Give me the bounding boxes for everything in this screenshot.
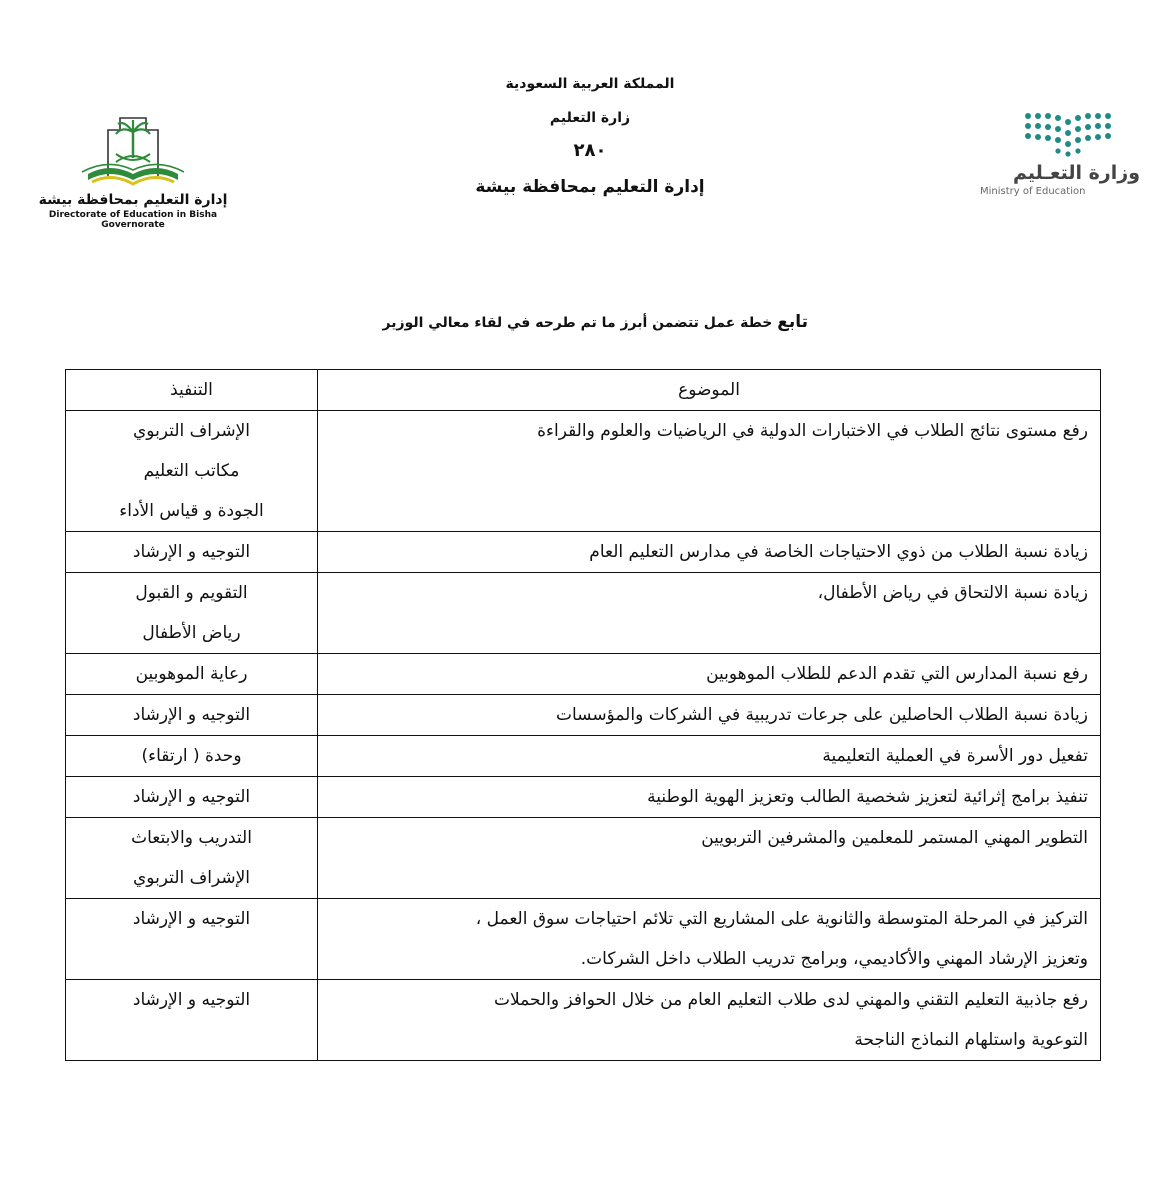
topic-line: زيادة نسبة الطلاب الحاصلين على جرعات تدريبية في الشركات والمؤسسات: [555, 705, 1088, 725]
implementation-line: الجودة و قياس الأداء: [119, 501, 264, 521]
topic-line: رفع جاذبية التعليم التقني والمهني لدى طلاب التعليم العام من خلال الحوافز والحملات: [494, 990, 1088, 1010]
topic-cell: [318, 573, 1101, 654]
plan-subtitle: [300, 312, 808, 332]
table-row: [66, 654, 1101, 695]
implementation-line: الإشراف التربوي: [132, 421, 251, 441]
table-row: [66, 411, 1101, 532]
subtitle-lead: تابع: [777, 312, 808, 332]
ministry-name: زارة التعليم: [549, 110, 631, 126]
topic-header: الموضوع: [318, 370, 1101, 411]
implementation-line: رعاية الموهوبين: [135, 664, 248, 684]
topic-line: رفع نسبة المدارس التي تقدم الدعم للطلاب الموهوبين: [706, 664, 1088, 684]
topic-cell: [318, 695, 1101, 736]
implementation-line: التوجيه و الإرشاد: [132, 542, 251, 562]
table-body: [66, 411, 1101, 1061]
implementation-cell: [66, 777, 318, 818]
implementation-cell: [66, 654, 318, 695]
palm-swords-book-emblem-icon: [78, 108, 188, 190]
implementation-cell: [66, 736, 318, 777]
implementation-cell: [66, 980, 318, 1061]
implementation-line: التوجيه و الإرشاد: [132, 909, 251, 929]
topic-cell: [318, 532, 1101, 573]
implementation-line: التوجيه و الإرشاد: [132, 705, 251, 725]
directorate-name: إدارة التعليم بمحافظة بيشة: [475, 177, 705, 197]
topic-cell: [318, 654, 1101, 695]
topic-line: زيادة نسبة الالتحاق في رياض الأطفال،: [817, 583, 1088, 603]
dot-grid-emblem-icon: [1022, 110, 1118, 158]
table-row: [66, 695, 1101, 736]
bisha-directorate-logo: [28, 108, 238, 230]
document-number: ٢٨٠: [573, 140, 607, 161]
topic-cell: [318, 777, 1101, 818]
implementation-cell: [66, 899, 318, 980]
implementation-cell: [66, 532, 318, 573]
topic-line: التطوير المهني المستمر للمعلمين والمشرفين التربويين: [701, 828, 1088, 848]
topic-line: تفعيل دور الأسرة في العملية التعليمية: [822, 746, 1088, 766]
topic-line: التوعوية واستلهام النماذج الناجحة: [854, 1030, 1088, 1050]
table-row: [66, 818, 1101, 899]
letterhead: [400, 70, 780, 197]
implementation-line: التقويم و القبول: [135, 583, 248, 603]
implementation-line: التدريب والابتعاث: [131, 828, 252, 848]
ministry-of-education-logo: [960, 110, 1140, 197]
bisha-directorate-english-name: Directorate of Education in Bisha Governorate: [48, 210, 218, 230]
implementation-line: التوجيه و الإرشاد: [132, 990, 251, 1010]
topic-line: رفع مستوى نتائج الطلاب في الاختبارات الدولية في الرياضيات والعلوم والقراءة: [537, 421, 1088, 441]
implementation-cell: [66, 695, 318, 736]
table-row: [66, 899, 1101, 980]
topic-line: تنفيذ برامج إثرائية لتعزيز شخصية الطالب وتعزيز الهوية الوطنية: [647, 787, 1088, 807]
table-row: [66, 532, 1101, 573]
topic-line: وتعزيز الإرشاد المهني والأكاديمي، وبرامج تدريب الطلاب داخل الشركات.: [580, 949, 1088, 969]
topic-cell: [318, 980, 1101, 1061]
implementation-line: رياض الأطفال: [142, 623, 241, 643]
implementation-header: التنفيذ: [66, 370, 318, 411]
topic-cell: [318, 736, 1101, 777]
implementation-cell: [66, 818, 318, 899]
implementation-cell: [66, 573, 318, 654]
table-row: [66, 777, 1101, 818]
table-row: [66, 980, 1101, 1061]
ministry-english-name: Ministry of Education: [980, 186, 1086, 197]
ministry-arabic-name: وزارة التعـليم: [1012, 162, 1140, 184]
topic-cell: [318, 818, 1101, 899]
action-plan-table: [65, 369, 1101, 1061]
table-header-row: [66, 370, 1101, 411]
country-name: المملكة العربية السعودية: [505, 76, 675, 92]
implementation-line: الإشراف التربوي: [132, 868, 251, 888]
implementation-line: التوجيه و الإرشاد: [132, 787, 251, 807]
topic-line: التركيز في المرحلة المتوسطة والثانوية على المشاريع التي تلائم احتياجات سوق العمل ،: [475, 909, 1088, 929]
implementation-line: مكاتب التعليم: [143, 461, 240, 481]
topic-cell: [318, 899, 1101, 980]
table-row: [66, 736, 1101, 777]
implementation-line: وحدة ( ارتقاء): [141, 746, 242, 766]
topic-line: زيادة نسبة الطلاب من ذوي الاحتياجات الخاصة في مدارس التعليم العام: [589, 542, 1088, 562]
implementation-cell: [66, 411, 318, 532]
subtitle-text: خطة عمل تتضمن أبرز ما تم طرحه في لقاء معالي الوزير: [382, 315, 773, 331]
topic-cell: [318, 411, 1101, 532]
bisha-directorate-arabic-name: إدارة التعليم بمحافظة بيشة: [38, 192, 228, 208]
table-row: [66, 573, 1101, 654]
